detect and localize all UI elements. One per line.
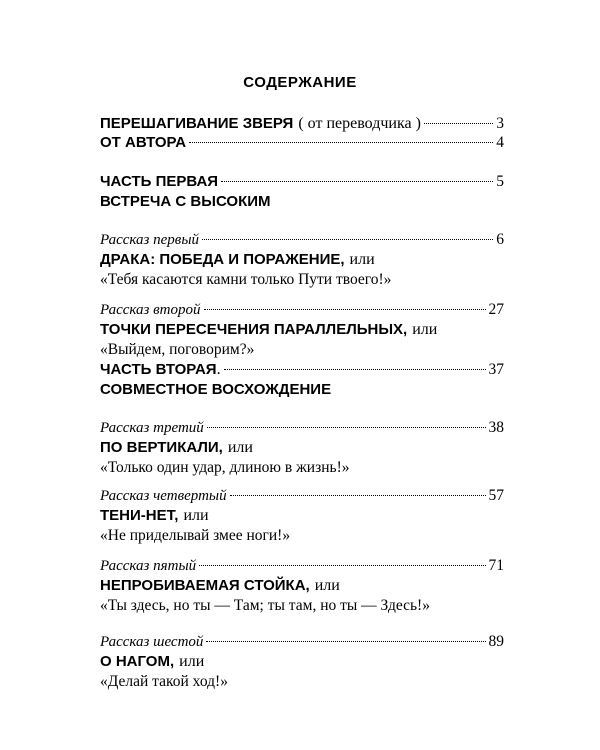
story-label: Рассказ четвертый (100, 488, 227, 504)
page-number: 3 (496, 115, 504, 132)
story-quote: «Только один удар, длиною в жизнь!» (100, 459, 350, 476)
part-subtitle: СОВМЕСТНОЕ ВОСХОЖДЕНИЕ (100, 381, 332, 398)
story-or: или (314, 577, 340, 594)
entry-note: ( от переводчика ) (298, 115, 421, 132)
story-title: ТОЧКИ ПЕРЕСЕЧЕНИЯ ПАРАЛЛЕЛЬНЫХ, (100, 321, 408, 338)
story-or: или (227, 439, 253, 456)
toc-entry-story3 (100, 418, 504, 438)
toc-entry-part1 (100, 172, 504, 192)
page-number: 71 (488, 557, 504, 574)
toc-entry-author (100, 133, 504, 153)
story-or: или (349, 251, 375, 268)
story6-quote-line (100, 672, 504, 692)
story-or: или (412, 321, 438, 338)
part-subtitle: ВСТРЕЧА С ВЫСОКИМ (100, 193, 271, 210)
story-label: Рассказ пятый (100, 558, 197, 574)
dot-leader (189, 142, 493, 143)
story1-title-line (100, 250, 504, 270)
story1-quote-line (100, 270, 504, 290)
story4-quote-line (100, 526, 504, 546)
story-title: ПО ВЕРТИКАЛИ, (100, 439, 223, 456)
story3-quote-line (100, 458, 504, 478)
page-number: 57 (488, 487, 504, 504)
entry-title: ЧАСТЬ ПЕРВАЯ (100, 173, 219, 190)
story-title: ТЕНИ-НЕТ, (100, 507, 179, 524)
dot-leader (221, 181, 493, 182)
story-title: ДРАКА: ПОБЕДА И ПОРАЖЕНИЕ, (100, 251, 345, 268)
dot-leader (202, 239, 493, 240)
story-quote: «Ты здесь, но ты — Там; ты там, но ты — Здесь!» (100, 597, 430, 614)
story2-quote-line (100, 340, 504, 360)
story-quote: «Выйдем, поговорим?» (100, 341, 255, 358)
dot-leader (204, 309, 486, 310)
page-number: 6 (496, 231, 504, 248)
page-number: 5 (496, 173, 504, 190)
toc-entry-translator (100, 114, 504, 134)
dot-leader (207, 427, 486, 428)
page-number: 89 (488, 633, 504, 650)
dot-leader (230, 495, 486, 496)
story-title: О НАГОМ, (100, 653, 175, 670)
story5-title-line (100, 576, 504, 596)
story-quote: «Тебя касаются камни только Пути твоего!» (100, 271, 392, 288)
story-title: НЕПРОБИВАЕМАЯ СТОЙКА, (100, 577, 310, 594)
toc-entry-part2 (100, 360, 504, 380)
story2-title-line (100, 320, 504, 340)
entry-title: ОТ АВТОРА (100, 134, 187, 151)
story5-quote-line (100, 596, 504, 616)
entry-title: ПЕРЕШАГИВАНИЕ ЗВЕРЯ (100, 115, 294, 132)
story6-title-line (100, 652, 504, 672)
story3-title-line (100, 438, 504, 458)
story-or: или (179, 653, 205, 670)
toc-entry-story4 (100, 486, 504, 506)
toc-entry-story2 (100, 300, 504, 320)
story4-title-line (100, 506, 504, 526)
story-label: Рассказ шестой (100, 634, 204, 650)
toc-entry-story1 (100, 230, 504, 250)
story-label: Рассказ первый (100, 232, 199, 248)
dot-leader (224, 369, 486, 370)
page-number: 37 (488, 361, 504, 378)
entry-title: ЧАСТЬ ВТОРАЯ (100, 361, 217, 378)
entry-dot: . (216, 361, 221, 378)
story-or: или (183, 507, 209, 524)
toc-entry-story5 (100, 556, 504, 576)
page-number: 27 (488, 301, 504, 318)
dot-leader (206, 641, 485, 642)
story-label: Рассказ третий (100, 420, 204, 436)
page-number: 4 (496, 134, 504, 151)
part2-subtitle-line (100, 380, 504, 400)
toc-entry-story6 (100, 632, 504, 652)
part1-subtitle-line (100, 192, 504, 212)
page-number: 38 (488, 419, 504, 436)
story-label: Рассказ второй (100, 302, 201, 318)
story-quote: «Не приделывай змее ноги!» (100, 527, 291, 544)
dot-leader (199, 565, 485, 566)
story-quote: «Делай такой ход!» (100, 673, 228, 690)
toc-heading: СОДЕРЖАНИЕ (243, 74, 357, 91)
dot-leader (424, 123, 493, 124)
